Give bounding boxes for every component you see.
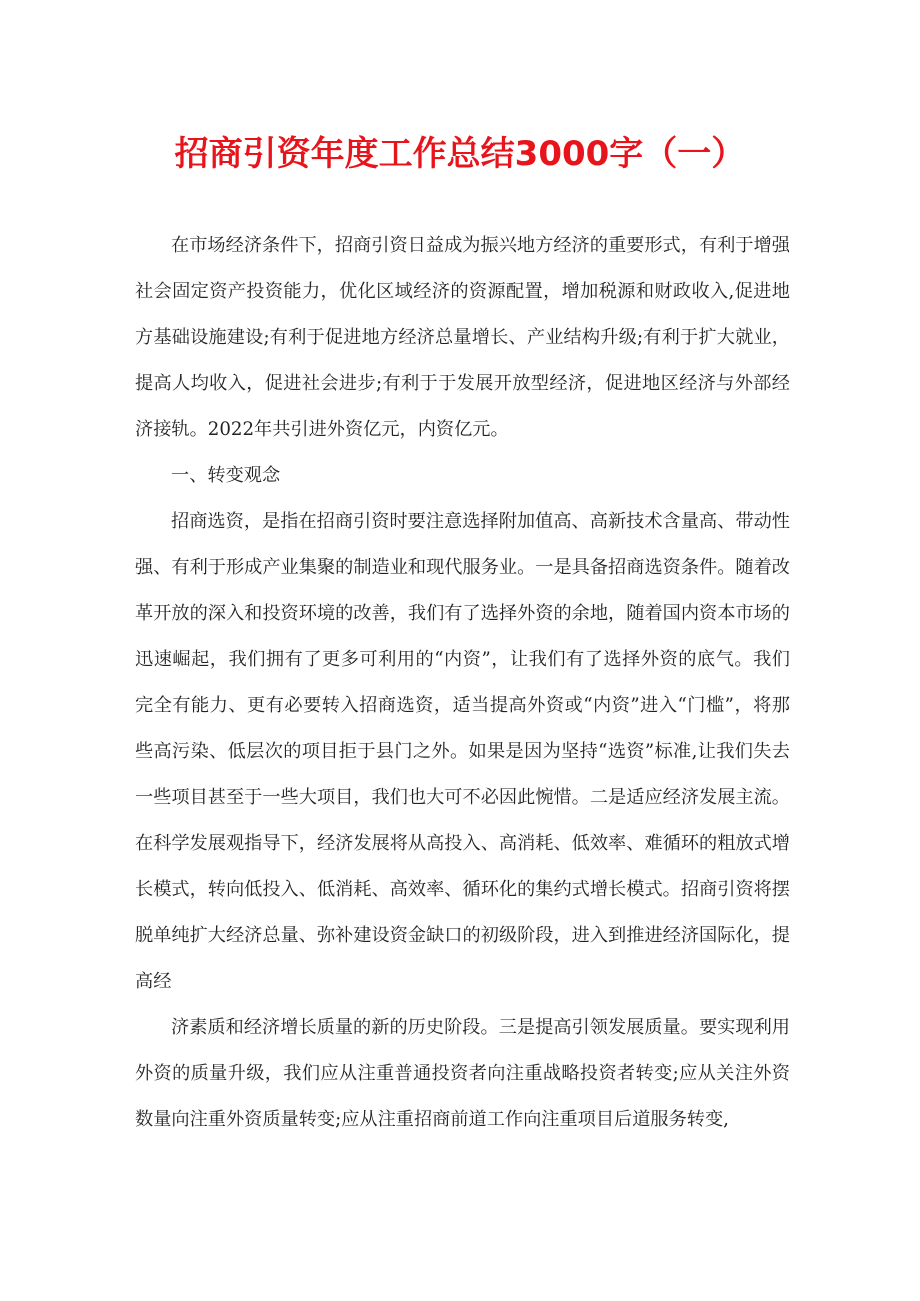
paragraph-selection: 招商选资，是指在招商引资时要注意选择附加值高、高新技术含量高、带动性强、有利于形成产业集聚的制造业和现代服务业。一是具备招商选资条件。随着改革开放的深入和投资环境的改善，我们有了选择外资的余地，随着国内资本市场的迅速崛起，我们拥有了更多可利用的“内资”，让我们有了选择外资的底气。我们完全有能力、更有必要转入招商选资，适当提高外资或“内资”进入“门槛”，将那些高污染、低层次的项目拒于县门之外。如果是因为坚持“选资”标准,让我们失去一些项目甚至于一些大项目，我们也大可不必因此惋惜。二是适应经济发展主流。在科学发展观指导下，经济发展将从高投入、高消耗、低效率、难循环的粗放式增长模式，转向低投入、低消耗、高效率、循环化的集约式增长模式。招商引资将摆脱单纯扩大经济总量、弥补建设资金缺口的初级阶段，进入到推进经济国际化，提高经 <box>135 511 790 992</box>
section-heading: 一、转变观念 <box>171 465 281 486</box>
paragraph-continuation: 济素质和经济增长质量的新的历史阶段。三是提高引领发展质量。要实现利用外资的质量升级，我们应从注重普通投资者向注重战略投资者转变;应从关注外资数量向注重外资质量转变;应从注重招商前道工作向注重项目后道服务转变, <box>135 1017 790 1130</box>
document-title: 招商引资年度工作总结3000字（一） <box>174 134 746 174</box>
document-body <box>135 223 790 1143</box>
paragraph-intro: 在市场经济条件下，招商引资日益成为振兴地方经济的重要形式，有利于增强社会固定资产投资能力，优化区域经济的资源配置，增加税源和财政收入,促进地方基础设施建设;有利于促进地方经济总量增长、产业结构升级;有利于扩大就业，提高人均收入，促进社会进步;有利于于发展开放型经济，促进地区经济与外部经济接轨。2022年共引进外资亿元，内资亿元。 <box>135 235 790 440</box>
